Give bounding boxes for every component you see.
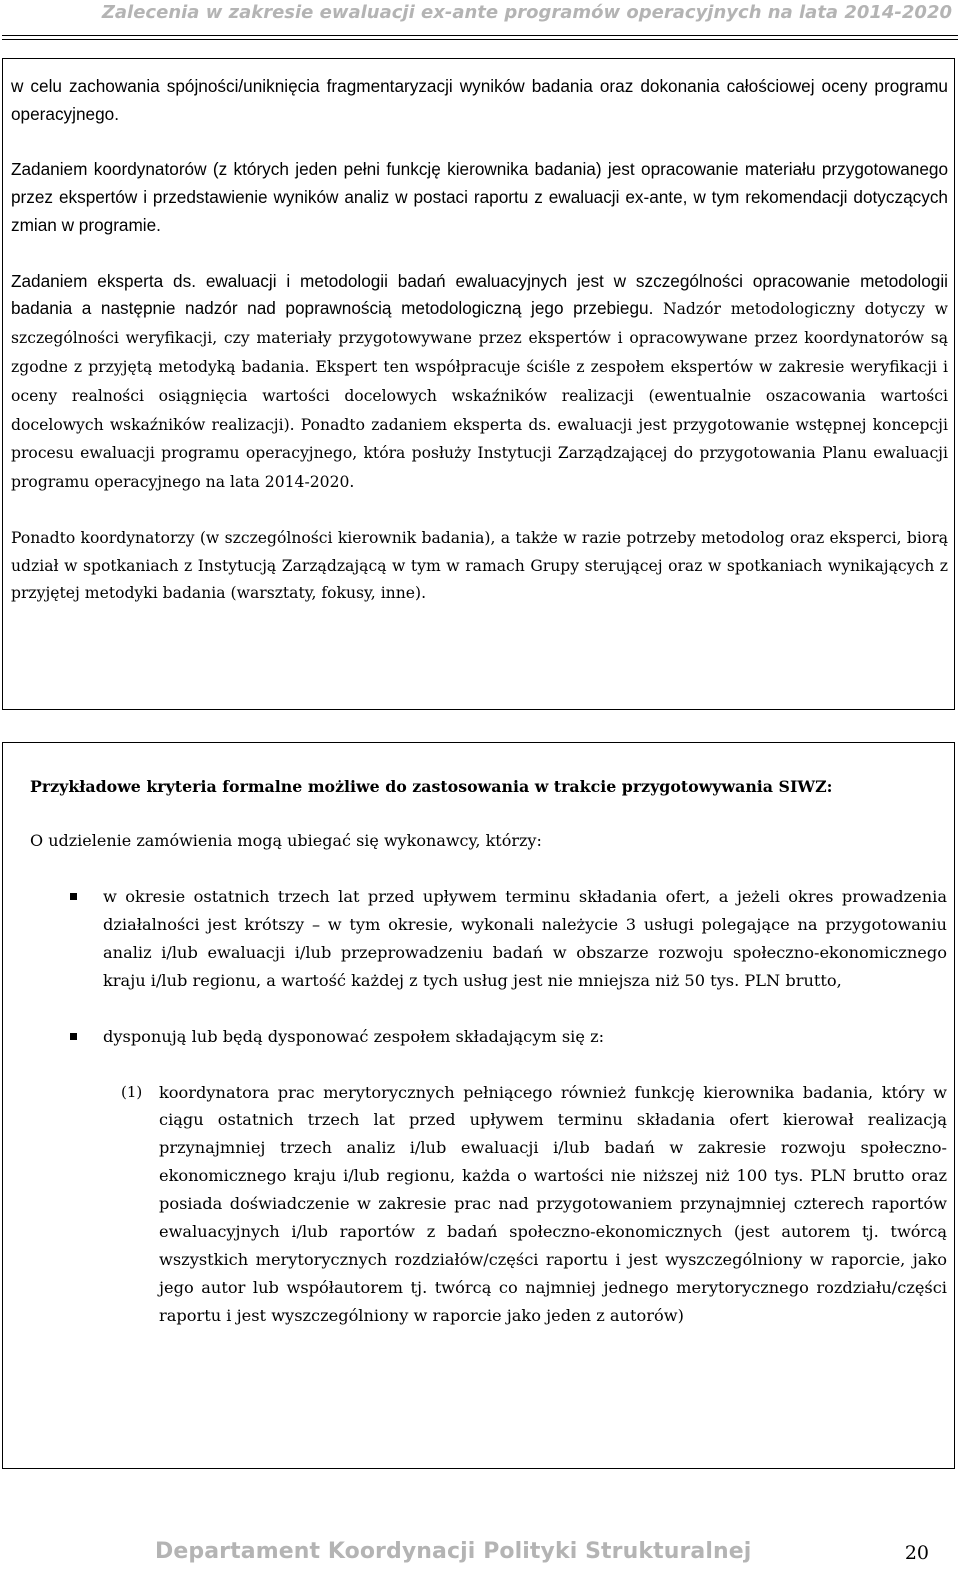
criteria-bullet-item	[30, 1023, 947, 1051]
header-rule-top	[2, 35, 958, 36]
header-rule-bottom	[2, 39, 958, 40]
numbered-marker: (1)	[121, 1082, 143, 1101]
square-bullet-icon	[70, 1033, 77, 1040]
square-bullet-icon	[70, 893, 77, 900]
criteria-bullet-item	[30, 883, 947, 995]
criteria-bullet-text: w okresie ostatnich trzech lat przed upływem terminu składania ofert, a jeżeli okres prowadzenia działalności jest krótszy – w tym okresie, wykonali należycie 3 usługi polegające na przygotowaniu analiz i/lub ewaluacji i/lub przeprowadzeniu badań w obszarze rozwoju społeczno-ekonomicznego kraju i/lub regionu, a wartość każdej z tych usług jest nie mniejsza niż 50 tys. PLN brutto,	[103, 887, 947, 990]
paragraph-coordinators: Zadaniem koordynatorów (z których jeden pełni funkcję kierownika badania) jest opracowanie materiału przygotowanego przez ekspertów i przedstawienie wyników analiz w postaci raportu z ewaluacji ex-ante, w tym rekomendacji dotyczących zmian w programie.	[11, 159, 948, 235]
paragraph-expert-methodology-a: Zadaniem eksperta ds. ewaluacji i metodologii badań ewaluacyjnych jest w szczególności opracowanie metodologii badania a następnie nadzór nad poprawnością metodologiczną jego przebiegu.	[11, 270, 948, 319]
numbered-item-text: koordynatora prac merytorycznych pełniącego również funkcję kierownika badania, który w ciągu ostatnich trzech lat przed upływem terminu składania ofert kierował realizacją przynajmniej trzech analiz i/lub ewaluacji i/lub badań w zakresie rozwoju społeczno-ekonomicznego kraju i/lub regionu, każda o wartości nie niższej niż 100 tys. PLN brutto oraz posiada doświadczenie w zakresie prac nad przygotowaniem przynajmniej czterech raportów ewaluacyjnych i/lub raportów z badań społeczno-ekonomicznych (jest autorem tj. twórcą wszystkich merytorycznych rozdziałów/części raportu i jest wyszczególniony w raporcie, jako jego autor lub współautorem tj. twórcą co najmniej jednego merytorycznego rozdziału/części raportu i jest wyszczególniony w raporcie jako jeden z autorów)	[159, 1082, 947, 1325]
paragraph-meetings: Ponadto koordynatorzy (w szczególności kierownik badania), a także w razie potrzeby metodolog oraz eksperci, biorą udział w spotkaniach z Instytucją Zarządzającą w tym w ramach Grupy sterującej oraz w spotkaniach wynikających z przyjętej metodyki badania (warsztaty, fokusy, inne).	[11, 528, 948, 603]
paragraph-expert-methodology	[11, 268, 948, 497]
paragraph-continuation: w celu zachowania spójności/uniknięcia fragmentaryzacji wyników badania oraz dokonania całościowej oceny programu operacyjnego.	[11, 76, 948, 124]
text-box-team-roles	[2, 58, 955, 710]
criteria-bullet-text: dysponują lub będą dysponować zespołem składającym się z:	[103, 1026, 605, 1046]
footer-department: Departament Koordynacji Polityki Strukturalnej	[155, 1539, 752, 1564]
paragraph-expert-methodology-b: Nadzór metodologiczny dotyczy w szczególności weryfikacji, czy materiały przygotowywane przez ekspertów i opracowywane przez koordynatorów są zgodne z przyjętą metodyką badania. Ekspert ten współpracuje ściśle z zespołem ekspertów w zakresie weryfikacji i oceny realności osiągnięcia wartości docelowych wskaźników realizacji (ewentualnie oszacowania wartości docelowych wskaźników realizacji). Ponadto zadaniem eksperta ds. ewaluacji jest przygotowanie wstępnej koncepcji procesu ewaluacji programu operacyjnego, która posłuży Instytucji Zarządzającej do przygotowania Planu ewaluacji programu operacyjnego na lata 2014-2020.	[11, 300, 949, 492]
criteria-intro: O udzielenie zamówienia mogą ubiegać się wykonawcy, którzy:	[30, 831, 542, 850]
page-header-title: Zalecenia w zakresie ewaluacji ex-ante programów operacyjnych na lata 2014-2020	[101, 2, 952, 23]
text-box-formal-criteria	[2, 742, 955, 1469]
criteria-title: Przykładowe kryteria formalne możliwe do zastosowania w trakcie przygotowywania SIWZ:	[30, 777, 833, 796]
criteria-numbered-item	[30, 1079, 947, 1330]
page-number: 20	[904, 1542, 929, 1564]
